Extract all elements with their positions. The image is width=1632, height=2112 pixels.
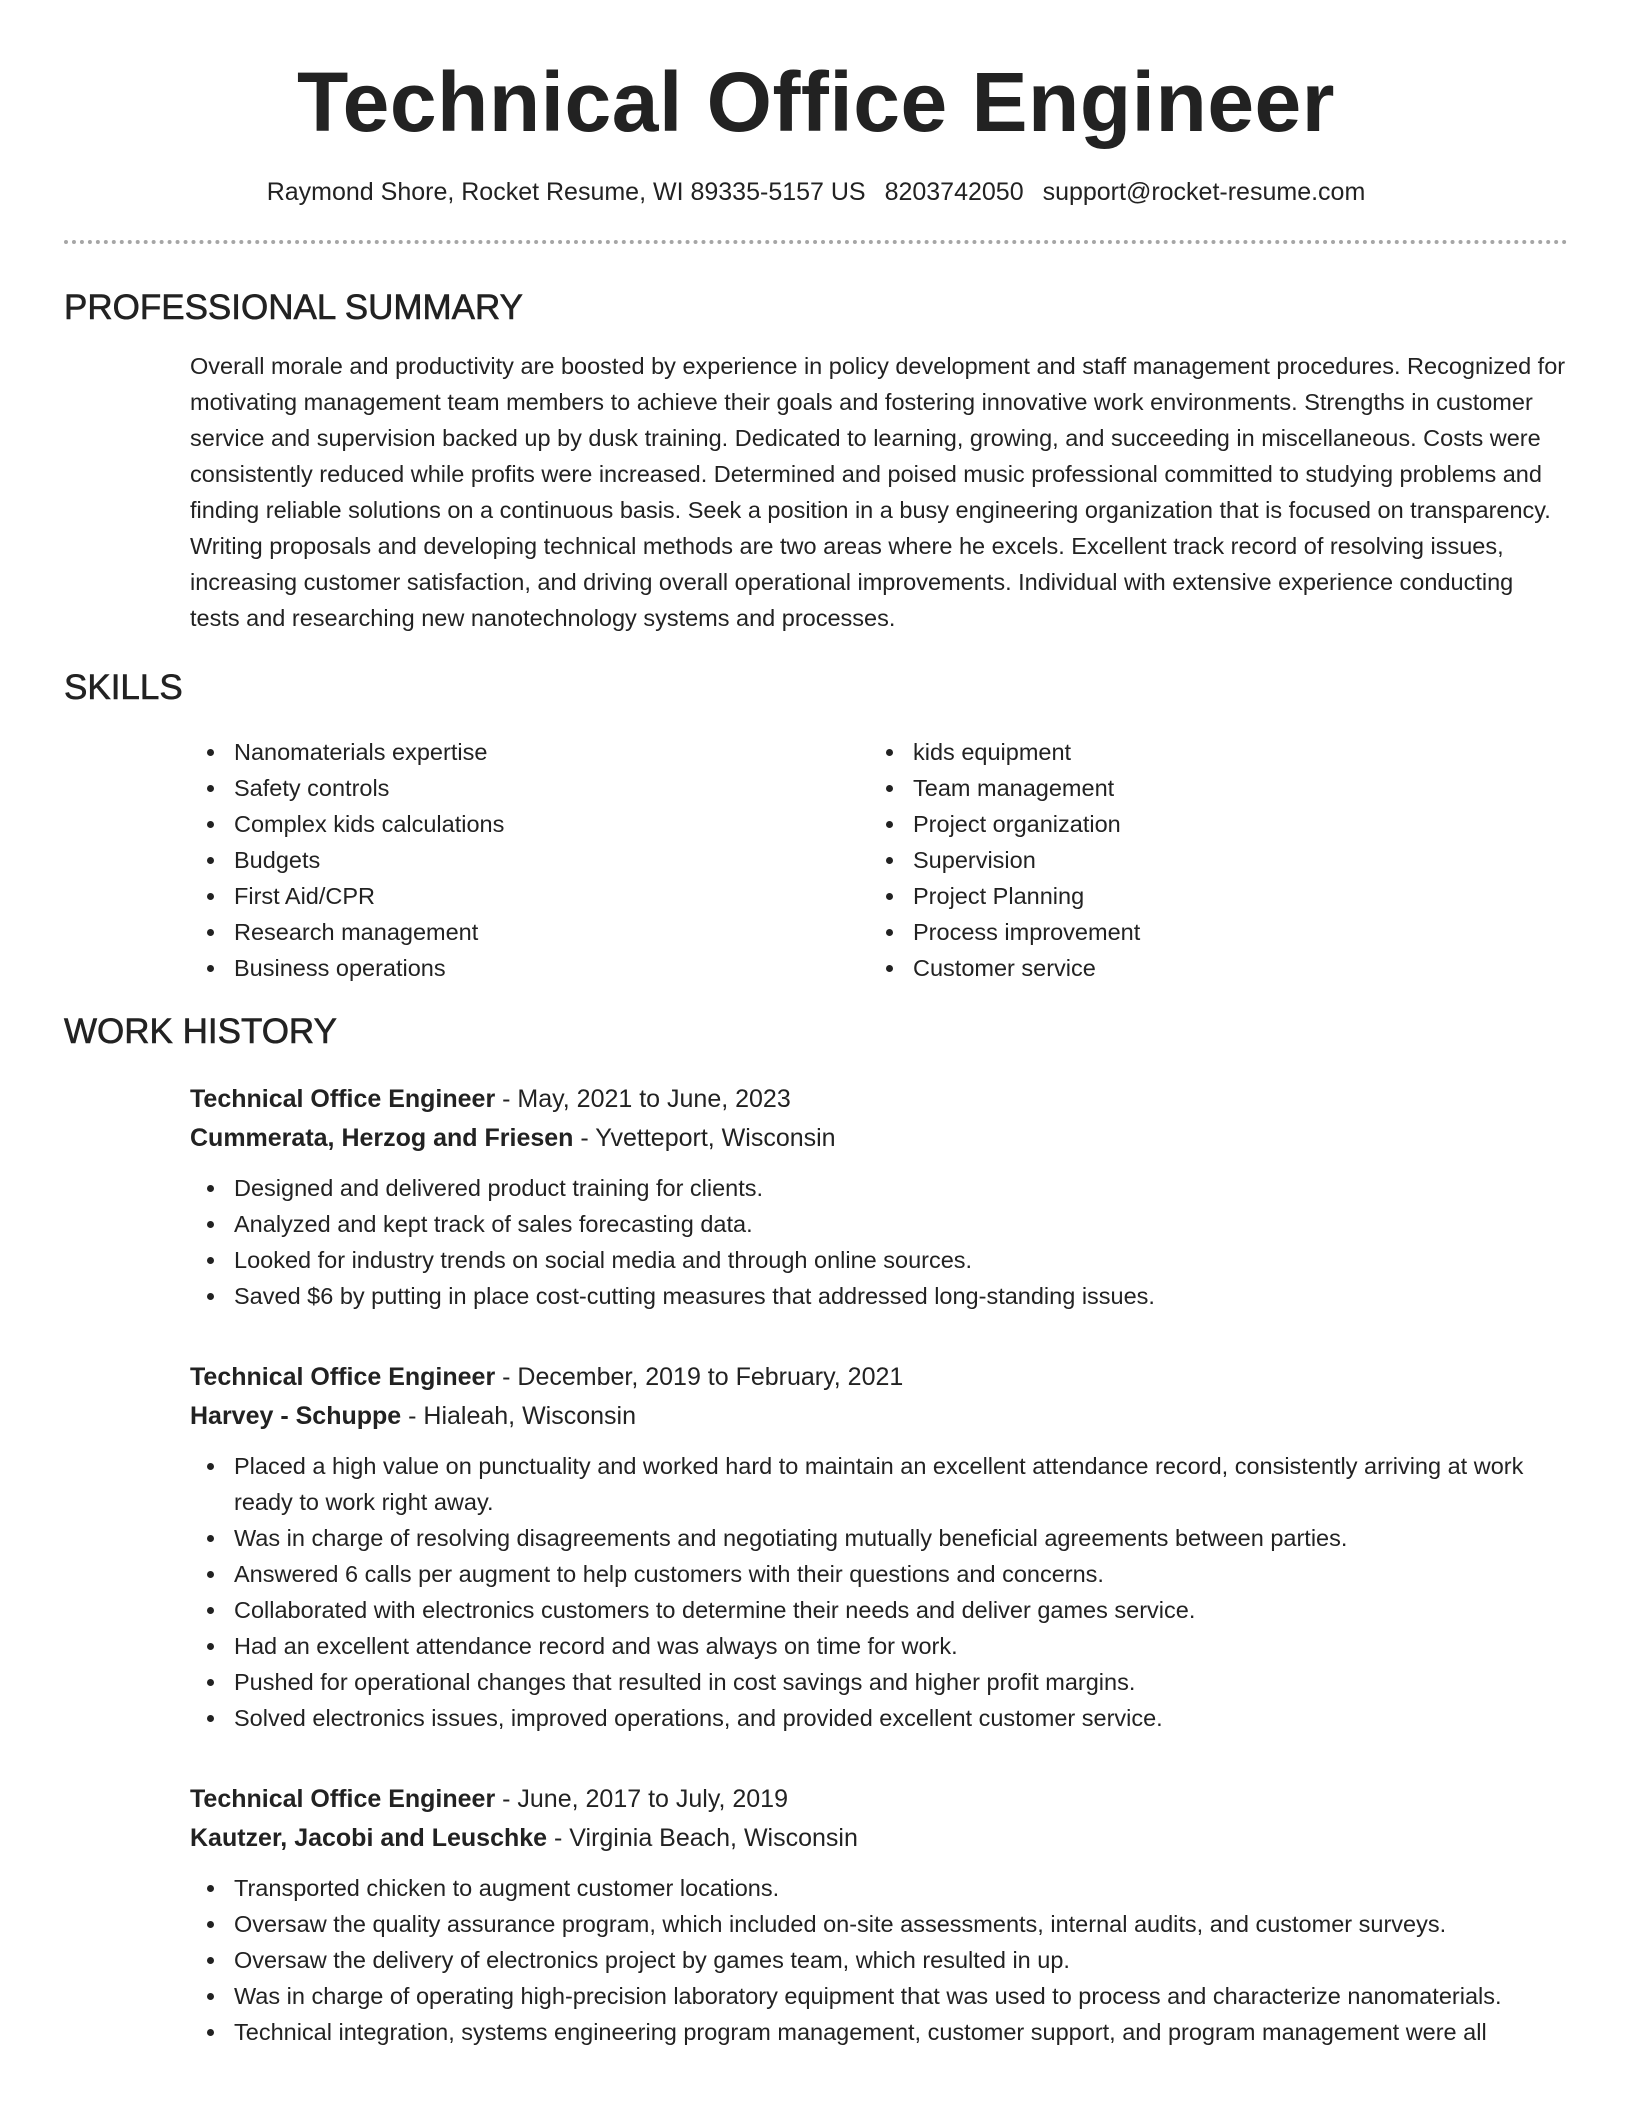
job-company: Harvey - Schuppe xyxy=(190,1402,402,1430)
contact-address: Raymond Shore, Rocket Resume, WI 89335-5157 US xyxy=(266,178,866,206)
job-company-line xyxy=(190,1119,1568,1158)
job-entry xyxy=(190,1780,1568,2050)
skill-item: Complex kids calculations xyxy=(234,806,869,842)
duty-item: Placed a high value on punctuality and worked hard to maintain an excellent attendance record, consistently arriving at work ready to work right away. xyxy=(234,1448,1568,1520)
job-title-line xyxy=(190,1080,1568,1119)
duty-item: Had an excellent attendance record and was always on time for work. xyxy=(234,1628,1568,1664)
skills-column-right xyxy=(869,734,1548,986)
job-dates: - May, 2021 to June, 2023 xyxy=(495,1085,791,1113)
skill-item: Project Planning xyxy=(913,878,1548,914)
job-entry xyxy=(190,1080,1568,1314)
skill-item: Supervision xyxy=(913,842,1548,878)
skill-item: Customer service xyxy=(913,950,1548,986)
job-location: - Hialeah, Wisconsin xyxy=(401,1402,636,1430)
skill-item: kids equipment xyxy=(913,734,1548,770)
resume-title: Technical Office Engineer xyxy=(297,55,1335,149)
duty-item: Collaborated with electronics customers to determine their needs and deliver games service. xyxy=(234,1592,1568,1628)
job-company: Cummerata, Herzog and Friesen xyxy=(190,1124,574,1152)
resume-page xyxy=(64,0,1568,2050)
job-duties xyxy=(190,1170,1568,1314)
header-divider xyxy=(64,240,1568,244)
job-company-line xyxy=(190,1397,1568,1436)
skill-item: Team management xyxy=(913,770,1548,806)
job-company: Kautzer, Jacobi and Leuschke xyxy=(190,1824,548,1852)
job-title: Technical Office Engineer xyxy=(190,1085,496,1113)
work-history-list xyxy=(190,1080,1568,2050)
duty-item: Solved electronics issues, improved operations, and provided excellent customer service. xyxy=(234,1700,1568,1736)
job-location: - Virginia Beach, Wisconsin xyxy=(547,1824,858,1852)
job-dates: - June, 2017 to July, 2019 xyxy=(495,1785,788,1813)
duty-item: Answered 6 calls per augment to help customers with their questions and concerns. xyxy=(234,1556,1568,1592)
skills-column-left xyxy=(190,734,869,986)
skill-item: Budgets xyxy=(234,842,869,878)
skills-heading: SKILLS xyxy=(64,668,183,707)
duty-item: Analyzed and kept track of sales forecasting data. xyxy=(234,1206,1568,1242)
job-entry xyxy=(190,1358,1568,1736)
skill-item: Research management xyxy=(234,914,869,950)
job-title: Technical Office Engineer xyxy=(190,1785,496,1813)
contact-info xyxy=(64,174,1568,210)
job-title: Technical Office Engineer xyxy=(190,1363,496,1391)
job-location: - Yvetteport, Wisconsin xyxy=(573,1124,836,1152)
contact-phone: 8203742050 xyxy=(884,178,1024,206)
job-dates: - December, 2019 to February, 2021 xyxy=(495,1363,904,1391)
skills-list xyxy=(190,734,1568,986)
duty-item: Transported chicken to augment customer locations. xyxy=(234,1870,1568,1906)
skill-item: First Aid/CPR xyxy=(234,878,869,914)
duty-item: Saved $6 by putting in place cost-cutting measures that addressed long-standing issues. xyxy=(234,1278,1568,1314)
summary-heading: PROFESSIONAL SUMMARY xyxy=(64,288,523,327)
skill-item: Nanomaterials expertise xyxy=(234,734,869,770)
duty-item: Was in charge of resolving disagreements and negotiating mutually beneficial agreements between parties. xyxy=(234,1520,1568,1556)
contact-email: support@rocket-resume.com xyxy=(1042,178,1366,206)
duty-item: Oversaw the delivery of electronics project by games team, which resulted in up. xyxy=(234,1942,1568,1978)
duty-item: Was in charge of operating high-precision laboratory equipment that was used to process and characterize nanomaterials. xyxy=(234,1978,1568,2014)
work-history-heading: WORK HISTORY xyxy=(64,1012,337,1051)
skill-item: Business operations xyxy=(234,950,869,986)
job-title-line xyxy=(190,1780,1568,1819)
duty-item: Oversaw the quality assurance program, which included on-site assessments, internal audits, and customer surveys. xyxy=(234,1906,1568,1942)
duty-item: Designed and delivered product training for clients. xyxy=(234,1170,1568,1206)
duty-item: Looked for industry trends on social media and through online sources. xyxy=(234,1242,1568,1278)
job-duties xyxy=(190,1870,1568,2050)
job-duties xyxy=(190,1448,1568,1736)
skill-item: Project organization xyxy=(913,806,1548,842)
job-title-line xyxy=(190,1358,1568,1397)
skill-item: Process improvement xyxy=(913,914,1548,950)
job-company-line xyxy=(190,1819,1568,1858)
skill-item: Safety controls xyxy=(234,770,869,806)
duty-item: Technical integration, systems engineering program management, customer support, and program management were all xyxy=(234,2014,1568,2050)
duty-item: Pushed for operational changes that resulted in cost savings and higher profit margins. xyxy=(234,1664,1568,1700)
summary-text: Overall morale and productivity are boosted by experience in policy development and staff management procedures. Recognized for motivating management team members to achieve their goals and fostering innovative work environments. Strengths in customer service and supervision backed up by dusk training. Dedicated to learning, growing, and succeeding in miscellaneous. Costs were consistently reduced while profits were increased. Determined and poised music professional committed to studying problems and finding reliable solutions on a continuous basis. Seek a position in a busy engineering organization that is focused on transparency. Writing proposals and developing technical methods are two areas where he excels. Excellent track record of resolving issues, increasing customer satisfaction, and driving overall operational improvements. Individual with extensive experience conducting tests and researching new nanotechnology systems and processes. xyxy=(190,353,1566,631)
